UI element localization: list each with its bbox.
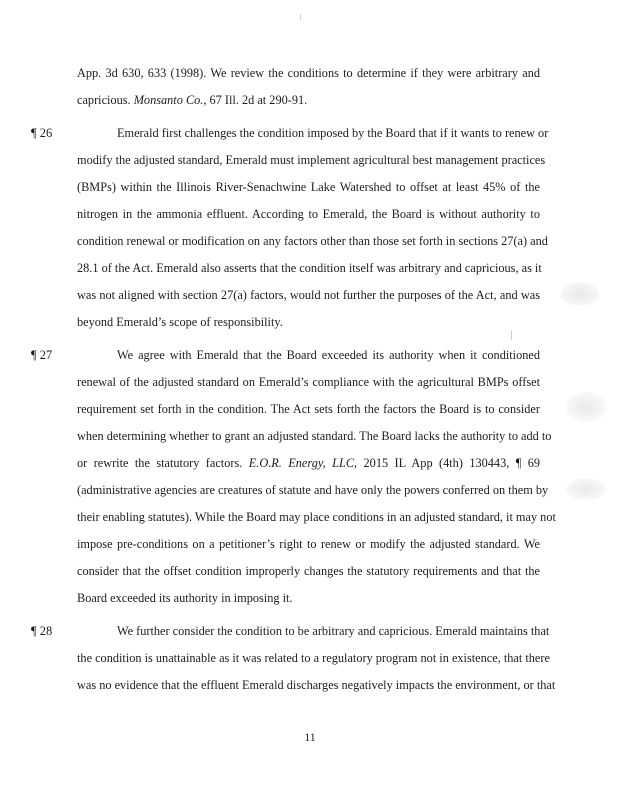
text-line: App. 3d 630, 633 (1998). We review the conditions to determine if they were arbitrary and <box>77 66 540 80</box>
scan-speck <box>511 330 512 340</box>
text-line: was no evidence that the effluent Emerald discharges negatively impacts the environment, or that <box>77 678 556 692</box>
scan-smudge <box>560 282 600 306</box>
paragraph-number: ¶ 28 <box>31 624 53 638</box>
text-line: nitrogen in the ammonia effluent. According to Emerald, the Board is without authority to <box>77 207 540 221</box>
paragraph-number: ¶ 27 <box>31 348 53 362</box>
text-line: when determining whether to grant an adjusted standard. The Board lacks the authority to add to <box>77 429 552 443</box>
text-line: their enabling statutes). While the Board may place conditions in an adjusted standard, it may not <box>77 510 556 524</box>
text-line: was not aligned with section 27(a) factors, would not further the purposes of the Act, and was <box>77 288 540 302</box>
text-line-content: capricious. Monsanto Co., 67 Ill. 2d at 290-91. <box>77 93 308 107</box>
text-line: Emerald first challenges the condition imposed by the Board that if it wants to renew or <box>117 126 549 140</box>
text-line: or rewrite the statutory factors. E.O.R. Energy, LLC, 2015 IL App (4th) 130443, ¶ 69 <box>77 456 540 470</box>
text-line: condition renewal or modification on any factors other than those set forth in sections 27(a) and <box>77 234 548 248</box>
text-line: (administrative agencies are creatures of statute and have only the powers conferred on them by <box>77 483 549 497</box>
page-number: 11 <box>304 730 316 744</box>
scan-speck <box>300 14 301 20</box>
text-line: consider that the offset condition improperly changes the statutory requirements and that the <box>77 564 540 578</box>
text-line: 28.1 of the Act. Emerald also asserts that the condition itself was arbitrary and capricious, as it <box>77 261 542 275</box>
text-line: requirement set forth in the condition. The Act sets forth the factors the Board is to consider <box>77 402 540 416</box>
text-line: renewal of the adjusted standard on Emerald’s compliance with the agricultural BMPs offset <box>77 375 540 389</box>
text-line: Board exceeded its authority in imposing it. <box>77 591 293 605</box>
text-line: impose pre-conditions on a petitioner’s right to renew or modify the adjusted standard. We <box>77 537 540 551</box>
text-line: We agree with Emerald that the Board exceeded its authority when it conditioned <box>117 348 540 362</box>
text-line <box>77 92 307 108</box>
text-line: the condition is unattainable as it was related to a regulatory program not in existence, that there <box>77 651 550 665</box>
scan-smudge <box>566 392 606 422</box>
text-line: modify the adjusted standard, Emerald must implement agricultural best management practices <box>77 153 546 167</box>
scan-smudge <box>566 478 606 500</box>
text-line: beyond Emerald’s scope of responsibility. <box>77 315 283 329</box>
text-line: We further consider the condition to be arbitrary and capricious. Emerald maintains that <box>117 624 550 638</box>
text-line: (BMPs) within the Illinois River-Senachwine Lake Watershed to offset at least 45% of the <box>77 180 540 194</box>
paragraph-number: ¶ 26 <box>31 126 53 140</box>
